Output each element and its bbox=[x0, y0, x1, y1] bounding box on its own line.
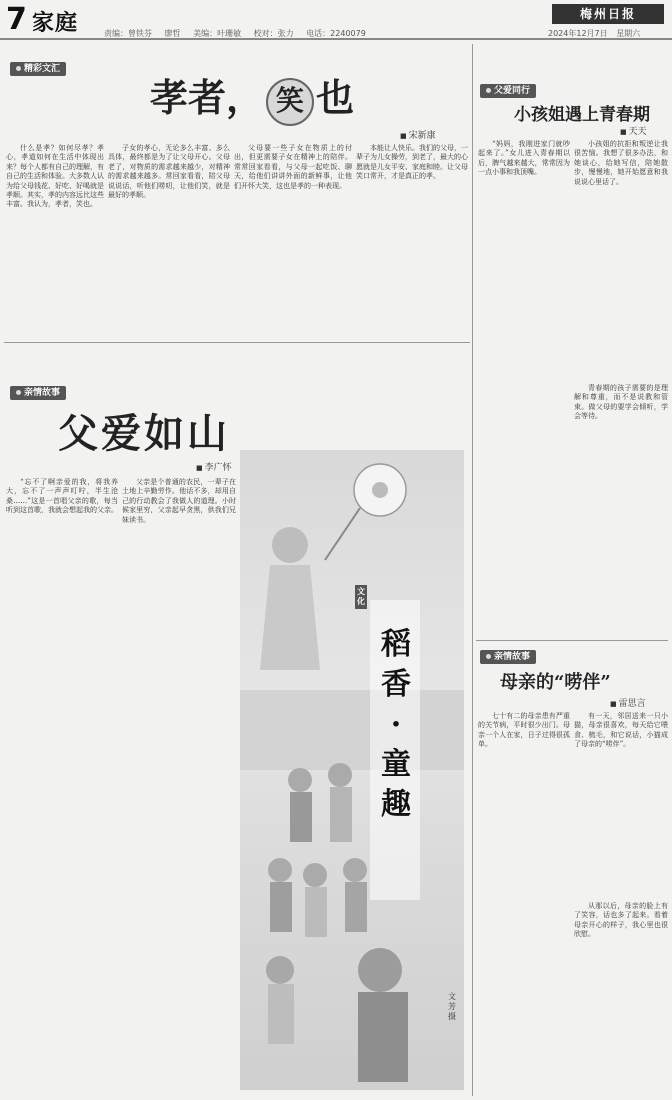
child-head bbox=[343, 858, 367, 882]
article-byline: ■ 李广怀 bbox=[196, 460, 232, 473]
article-text: 从那以后，母亲的脸上有了笑容，话也多了起来。看着母亲开心的样子，我心里也很欣慰。 bbox=[574, 902, 668, 939]
article-text: 有一天，邻居送来一只小猫，母亲很喜欢，每天给它喂食、梳毛，和它说话，小猫成了母亲的“唠伴”。 bbox=[574, 712, 668, 749]
editor-item: 美编：叶珊敏 bbox=[193, 29, 242, 38]
editor-item: 廖哲 bbox=[164, 29, 181, 38]
child-head bbox=[268, 858, 292, 882]
article-text: 父亲是个普通的农民，一辈子在土地上辛勤劳作。他话不多，却用自己的行动教会了我做人的道理。小时候家里穷，父亲起早贪黑，供我们兄妹读书。 bbox=[122, 478, 236, 524]
page-number: 7 bbox=[6, 2, 27, 37]
article-text: 什么是孝？如何尽孝？孝心，孝道如何在生活中体现出来？每个人都有自己的理解，有自己的生活和体验。大多数人认为给父母钱花、好吃、好喝就是孝顺。其实，孝的内容远比这些丰富。我认为，孝者，笑也。 bbox=[6, 144, 104, 209]
girl-head bbox=[272, 527, 308, 563]
rice-field bbox=[240, 690, 464, 770]
article-text: 本能让人快乐。我们的父母，一辈子为儿女操劳，到老了，最大的心愿就是儿女平安、家庭和睦。让父母笑口常开，才是真正的孝。 bbox=[356, 144, 468, 181]
article-headline: 小孩姐遇上青春期 bbox=[514, 105, 650, 125]
page-header bbox=[0, 0, 672, 40]
child-head bbox=[288, 768, 312, 792]
headline-part: 也 bbox=[316, 75, 355, 120]
child-body bbox=[345, 882, 367, 932]
article-byline: ■ 雷思言 bbox=[610, 696, 646, 709]
child-body bbox=[305, 887, 327, 937]
column-divider bbox=[472, 44, 473, 1096]
boy-body bbox=[358, 992, 408, 1082]
child-body bbox=[270, 882, 292, 932]
article-tag: 亲情故事 bbox=[10, 386, 66, 400]
girl-dress bbox=[260, 565, 320, 670]
dateline bbox=[542, 28, 640, 39]
article-text: “妈妈，我刚进家门就吵起来了。”女儿进入青春期以后，脾气越来越大，常常因为一点小事和我顶嘴。 bbox=[478, 140, 570, 177]
editor-line bbox=[104, 28, 376, 39]
headline-part: 笑 bbox=[276, 83, 305, 117]
photo-feature bbox=[240, 450, 464, 1090]
newspaper-logo: 梅州日报 bbox=[552, 4, 664, 24]
child-body bbox=[290, 792, 312, 842]
article-text: 小孩姐的抗拒和叛逆让我很苦恼。我想了很多办法，和她谈心，给她写信，陪她散步，慢慢地，她开始愿意和我说说心里话了。 bbox=[574, 140, 668, 186]
child-body bbox=[330, 787, 352, 842]
article-tag: 亲情故事 bbox=[480, 650, 536, 664]
child-head bbox=[303, 863, 327, 887]
pinwheel-stick bbox=[325, 508, 360, 560]
article-headline: 父爱如山 bbox=[58, 410, 230, 457]
article-text: 青春期的孩子需要的是理解和尊重，而不是说教和管束。做父母的要学会倾听，学会等待。 bbox=[574, 384, 668, 421]
photo-illustration bbox=[240, 450, 464, 1090]
section-title: 家庭 bbox=[32, 11, 79, 36]
boy-head bbox=[358, 948, 402, 992]
photo-title: 稻香·童趣 bbox=[381, 627, 411, 822]
article-tag: 父爱同行 bbox=[480, 84, 536, 98]
date: 2024年12月7日 bbox=[548, 29, 608, 38]
editor-item: 责编：曾铁芬 bbox=[104, 29, 152, 38]
editor-item: 电话：2240079 bbox=[306, 29, 366, 38]
article-text: 父母要一些子女在物质上的付出，但更需要子女在精神上的陪伴。常常回家看看，与父母一起吃饭、聊天，给他们讲讲外面的新鲜事，让他们开怀大笑，这也是孝的一种表现。 bbox=[234, 144, 352, 190]
section-divider bbox=[4, 342, 470, 343]
article-headline: 母亲的“唠伴” bbox=[500, 672, 611, 693]
article-tag: 精彩文汇 bbox=[10, 62, 66, 76]
pinwheel-center bbox=[372, 482, 388, 498]
article-text: 七十有二的母亲患有严重的关节病，平时很少出门。母亲一个人在家，日子过得很孤单。 bbox=[478, 712, 570, 749]
child-head bbox=[266, 956, 294, 984]
article-text: “忘不了啊亲爱的我，将我养大，忘不了一声声叮咛，半生沧桑……”这是一首唱父亲的歌，每当听到这首歌，我就会想起我的父亲。 bbox=[6, 478, 118, 515]
photo-tag: 文化 bbox=[355, 585, 367, 609]
section-divider bbox=[476, 640, 668, 641]
editor-item: 校对：张力 bbox=[253, 29, 294, 38]
headline-part: 孝者， bbox=[150, 75, 265, 120]
child-body bbox=[268, 984, 294, 1044]
child-head bbox=[328, 763, 352, 787]
article-byline: ■ 天天 bbox=[620, 124, 647, 137]
article-byline: ■ 宋新康 bbox=[400, 128, 436, 141]
weekday: 星期六 bbox=[616, 29, 641, 38]
article-headline bbox=[150, 70, 354, 126]
photo-credit: 文芳摄 bbox=[448, 992, 456, 1021]
smile-emblem bbox=[266, 78, 314, 126]
article-text: 子女的孝心，无论多么丰富、多么具体，最终都是为了让父母开心。父母老了，对物质的需求越来越少，对精神的需求越来越多。常回家看看，陪父母说说话，听他们唠叨，让他们笑，就是最好的孝顺。 bbox=[108, 144, 230, 200]
